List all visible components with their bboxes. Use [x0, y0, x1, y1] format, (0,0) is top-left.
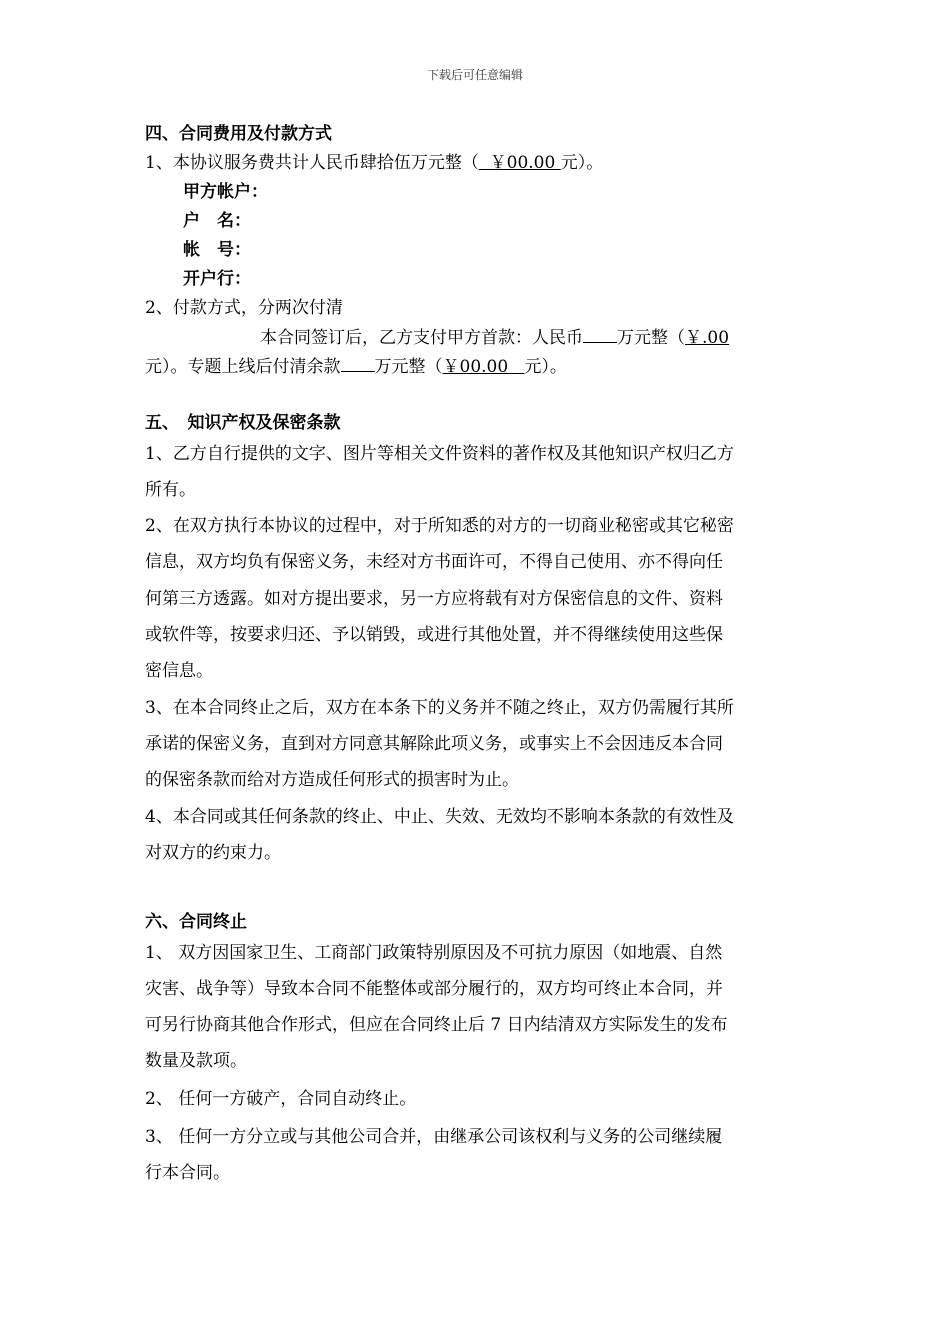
payment-line-1-prefix: 本合同签订后，乙方支付甲方首款：人民币 — [260, 328, 583, 348]
section-6-title: 六、合同终止 — [145, 912, 247, 932]
balance-payment-amount: ￥00.00 — [442, 357, 525, 377]
section-5-line: 3、在本合同终止之后，双方在本条下的义务并不随之终止，双方仍需履行其所 — [145, 698, 734, 718]
first-payment-blank — [583, 326, 617, 343]
balance-payment-blank — [341, 355, 375, 372]
section-5-line: 密信息。 — [145, 661, 213, 681]
section-5-line: 或软件等，按要求归还、予以销毁，或进行其他处置，并不得继续使用这些保 — [145, 625, 723, 645]
section-4-item-2: 2、付款方式，分两次付清 — [145, 298, 343, 318]
account-number: 帐 号： — [183, 240, 251, 260]
section-5-line: 1、乙方自行提供的文字、图片等相关文件资料的著作权及其他知识产权归乙方 — [145, 444, 734, 464]
section-6-line: 可另行协商其他合作形式，但应在合同终止后 7 日内结清双方实际发生的发布 — [145, 1015, 728, 1035]
account-name: 户 名： — [183, 211, 251, 231]
item-1-prefix: 1、本协议服务费共计人民币肆拾伍万元整（ — [145, 153, 479, 173]
payment-line-2-prefix: 元）。专题上线后付清余款 — [145, 357, 341, 377]
section-5-line: 的保密条款而给对方造成任何形式的损害时为止。 — [145, 770, 519, 790]
section-5-line: 4、本合同或其任何条款的终止、中止、失效、无效均不影响本条款的有效性及 — [145, 807, 734, 827]
section-5-line: 对双方的约束力。 — [145, 843, 281, 863]
payment-line-1-mid: 万元整（ — [617, 328, 685, 348]
section-5-line: 信息，双方均负有保密义务，未经对方书面许可，不得自己使用、亦不得向任 — [145, 552, 723, 572]
section-4-item-1 — [145, 152, 603, 174]
first-payment-amount: ￥.00 — [685, 328, 730, 348]
section-5-line: 2、在双方执行本协议的过程中，对于所知悉的对方的一切商业秘密或其它秘密 — [145, 516, 734, 536]
payment-line-1 — [260, 326, 729, 349]
section-5-line: 所有。 — [145, 480, 196, 500]
payment-line-2-suffix: 元）。 — [524, 357, 567, 377]
section-5-line: 何第三方透露。如对方提出要求，另一方应将载有对方保密信息的文件、资料 — [145, 589, 723, 609]
section-6-line: 1、 双方因国家卫生、工商部门政策特别原因及不可抗力原因（如地震、自然 — [145, 943, 723, 963]
section-6-line: 灾害、战争等）导致本合同不能整体或部分履行的，双方均可终止本合同，并 — [145, 979, 723, 999]
section-6-line: 数量及款项。 — [145, 1051, 247, 1071]
section-6-line: 行本合同。 — [145, 1163, 230, 1183]
section-5-line: 承诺的保密义务，直到对方同意其解除此项义务，或事实上不会因违反本合同 — [145, 734, 723, 754]
item-1-amount: ￥00.00 — [478, 153, 561, 173]
account-title: 甲方帐户： — [183, 182, 268, 202]
account-bank: 开户行： — [183, 269, 251, 289]
section-5-title: 五、 知识产权及保密条款 — [145, 413, 341, 433]
section-6-line: 3、 任何一方分立或与其他公司合并，由继承公司该权利与义务的公司继续履 — [145, 1127, 723, 1147]
section-4-title: 四、合同费用及付款方式 — [145, 124, 332, 144]
page-header: 下载后可任意编辑 — [426, 68, 523, 82]
section-6-line: 2、 任何一方破产，合同自动终止。 — [145, 1089, 417, 1109]
payment-line-2 — [145, 355, 567, 378]
payment-line-2-mid: 万元整（ — [374, 357, 443, 377]
item-1-suffix: 元）。 — [560, 153, 604, 173]
